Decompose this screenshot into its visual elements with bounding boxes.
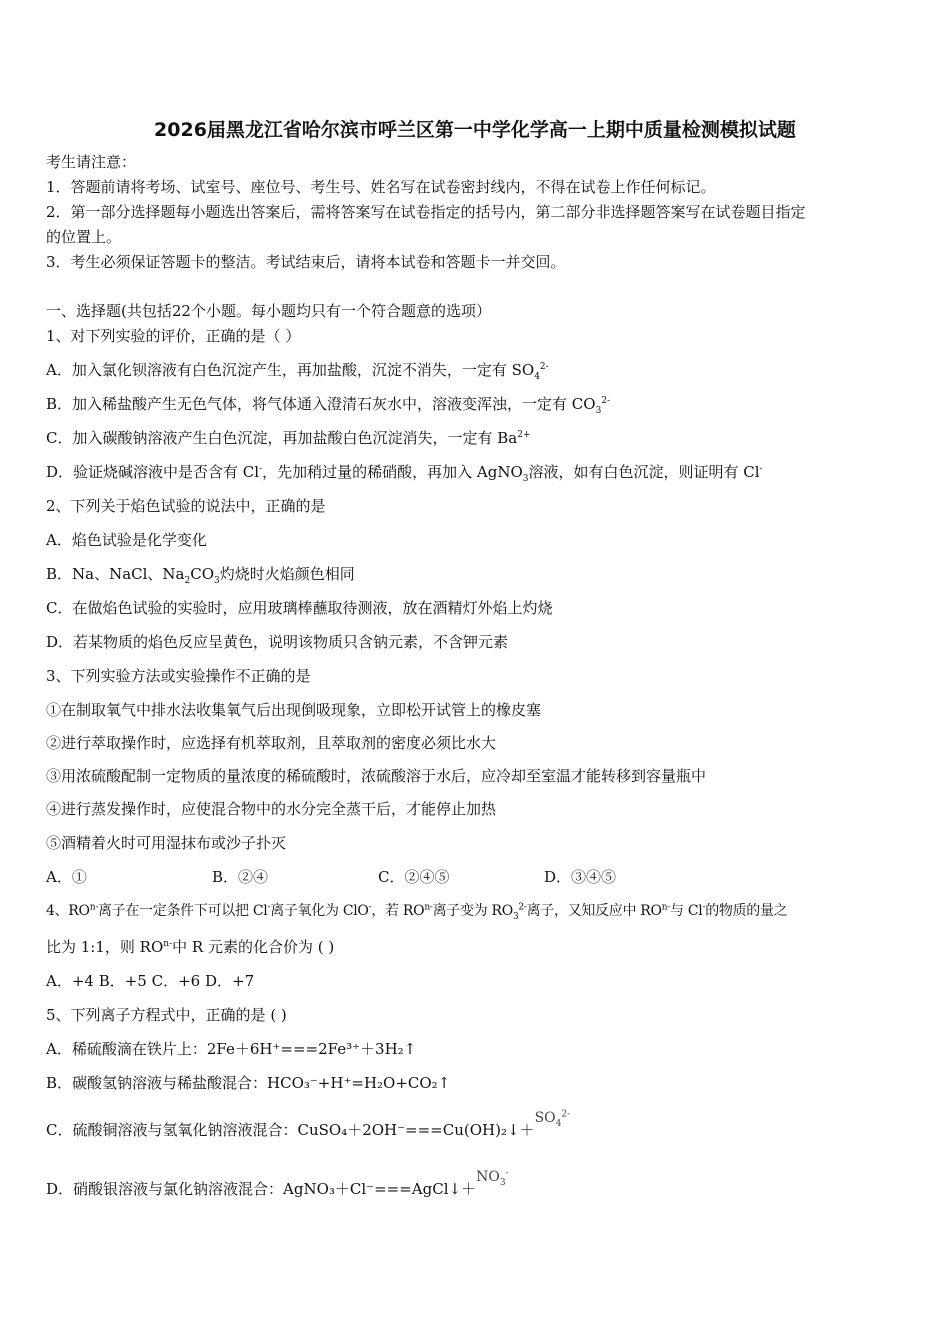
option-text: CO [190,565,215,583]
option-b [46,564,355,584]
nitrate-ion-formula [476,1167,509,1187]
option-c: C．②④⑤ [378,868,450,886]
text: 4、RO [46,903,90,919]
subscript: 3 [595,406,602,416]
option-c [46,1109,571,1140]
superscript: 2- [601,396,611,406]
option-text: D．验证烧碱溶液中是否含有 Cl [46,463,260,481]
option-a [46,360,549,380]
option-d: D．若某物质的焰色反应呈黄色，说明该物质只含钠元素，不含钾元素 [46,633,509,651]
option-a: A．稀硫酸滴在铁片上：2Fe＋6H⁺===2Fe³⁺＋3H₂↑ [46,1040,417,1058]
option-c: C．在做焰色试验的实验时，应用玻璃棒蘸取待测液，放在酒精灯外焰上灼烧 [46,599,553,617]
text: 离子，又知反应中 RO [526,903,662,919]
option-b: B．②④ [212,868,269,886]
statement-item: ①在制取氧气中排水法收集氧气后出现倒吸现象，立即松开试管上的橡皮塞 [46,701,542,719]
superscript: 2- [561,1109,571,1120]
notice-heading: 考生请注意： [46,153,137,171]
statement-item: ②进行萃取操作时，应选择有机萃取剂，且萃取剂的密度必须比水大 [46,734,497,752]
superscript: 2- [518,902,527,913]
options-row [46,867,616,887]
superscript: 2+ [517,430,531,440]
question-stem: 5、下列离子方程式中，正确的是 ( ) [46,1006,287,1024]
text: 离子在一定条件下可以把 Cl [97,903,268,919]
statement-item: ③用浓硫酸配制一定物质的量浓度的稀硫酸时，浓硫酸溶于水后，应冷却至室温才能转移到容量瓶中 [46,767,707,785]
option-text: D．硝酸银溶液与氯化钠溶液混合：AgNO₃＋Cl⁻===AgCl↓＋ [46,1180,477,1198]
superscript: 2- [539,362,549,372]
section-heading: 一、选择题(共包括22个小题。每小题均只有一个符合题意的选项） [46,302,491,320]
option-text: C．硫酸铜溶液与氢氧化钠溶液混合：CuSO₄＋2OH⁻===Cu(OH)₂↓＋ [46,1121,535,1139]
question-stem: 3、下列实验方法或实验操作不正确的是 [46,667,311,685]
option-text: C．加入碳酸钠溶液产生白色沉淀，再加盐酸白色沉淀消失，一定有 Ba [46,429,518,447]
option-d: D．③④⑤ [544,868,617,886]
subscript: 4 [555,1118,562,1129]
subscript: 3 [512,911,519,922]
question-stem: 2、下列关于焰色试验的说法中，正确的是 [46,497,326,515]
question-stem [46,901,787,921]
option-text: ，先加稍过量的稀硝酸，再加入 AgNO [262,463,523,481]
subscript: 3 [522,474,529,484]
sulfate-ion-formula [535,1108,571,1128]
subscript: 3 [499,1177,506,1188]
option-text: 灼烧时火焰颜色相同 [219,565,355,583]
text: 与 Cl [669,903,703,919]
superscript: n- [89,902,98,913]
notice-item: 2．第一部分选择题每小题选出答案后，需将答案写在试卷指定的括号内，第二部分非选择题答案写在试卷题目指定 [46,203,806,221]
text: 离子氧化为 ClO [270,903,369,919]
text: 离子变为 RO [432,903,513,919]
option-text: 溶液，如有白色沉淀，则证明有 Cl [528,463,760,481]
text: 的物质的量之 [705,903,788,919]
text: ，若 RO [371,903,425,919]
page-title: 2026届黑龙江省哈尔滨市呼兰区第一中学化学高一上期中质量检测模拟试题 [154,119,796,141]
notice-item: 的位置上。 [46,228,122,246]
option-d [46,462,763,482]
statement-item: ⑤酒精着火时可用湿抹布或沙子扑灭 [46,834,287,852]
notice-item: 3．考生必须保证答题卡的整洁。考试结束后，请将本试卷和答题卡一并交回。 [46,253,566,271]
superscript: n- [424,902,433,913]
superscript: - [267,902,271,913]
option-c [46,428,531,448]
question-stem-cont [46,937,334,957]
text: 中 R 元素的化合价为 ( ) [172,938,335,956]
option-d [46,1168,509,1199]
subscript: 2 [184,576,191,586]
superscript: - [702,902,706,913]
option-b [46,394,610,414]
option-text: A．加入氯化钡溶液有白色沉淀产生，再加盐酸，沉淀不消失，一定有 SO [46,361,535,379]
option-text: B．加入稀盐酸产生无色气体，将气体通入澄清石灰水中，溶液变浑浊，一定有 CO [46,395,596,413]
superscript: - [259,464,263,474]
superscript: - [759,464,763,474]
superscript: - [368,902,372,913]
question-stem: 1、对下列实验的评价，正确的是（ ） [46,327,301,345]
statement-item: ④进行蒸发操作时，应使混合物中的水分完全蒸干后，才能停止加热 [46,800,497,818]
formula-text: SO [534,1110,556,1126]
option-a: A．焰色试验是化学变化 [46,531,207,549]
superscript: n- [163,939,173,949]
option-text: B．Na、NaCl、Na [46,565,185,583]
formula-text: NO [476,1169,500,1185]
notice-item: 1．答题前请将考场、试室号、座位号、考生号、姓名写在试卷密封线内，不得在试卷上作任何标记。 [46,178,716,196]
superscript: n- [661,902,670,913]
option-b: B．碳酸氢钠溶液与稀盐酸混合：HCO₃⁻+H⁺=H₂O+CO₂↑ [46,1074,451,1092]
text: 比为 1:1，则 RO [46,938,164,956]
option-a: A．① [46,868,87,886]
subscript: 3 [214,576,220,586]
options-row: A．+4 B．+5 C．+6 D．+7 [46,972,255,990]
superscript: - [505,1168,509,1179]
subscript: 4 [534,372,540,382]
